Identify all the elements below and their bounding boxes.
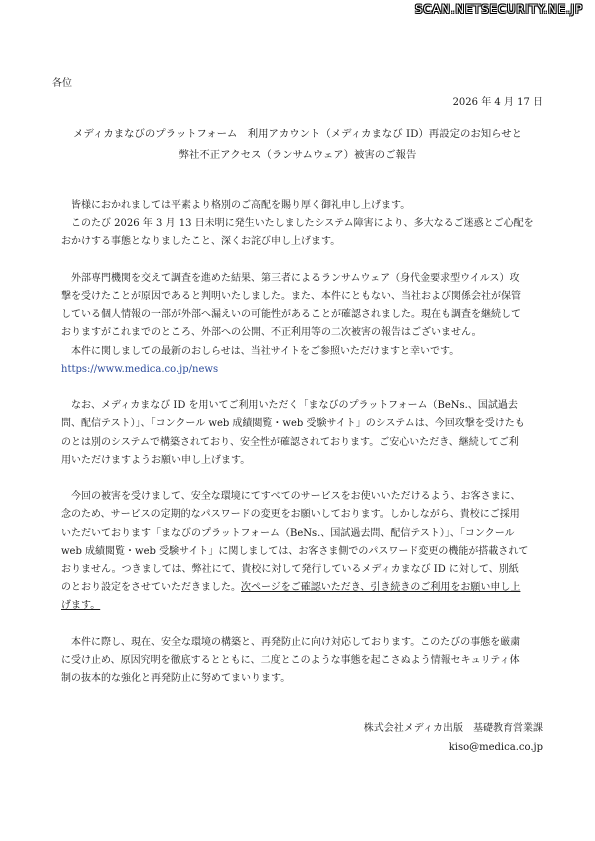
- text-line: 念のため、サービスの定期的なパスワードの変更をお願いしております。しかしながら、貴校にご採用: [61, 509, 520, 521]
- text-line: このたび 2026 年 3 月 13 日未明に発生いたしましたシステム障害により、多大なるご迷惑とご心配を: [71, 218, 534, 230]
- text-line: おりません。つきましては、弊社にて、貴校に対して発行しているメディカまなび ID に対して、別紙: [61, 564, 519, 576]
- text-line: 用いただけますようお願い申し上げます。: [61, 454, 251, 466]
- text-line: 問、配信テスト）」、「コンクール web 成績閲覧・web 受験サイト」のシステムは、今回攻撃を受けたも: [61, 418, 525, 430]
- paragraph-investigation: [61, 270, 545, 379]
- document-body: [61, 197, 545, 707]
- text-line: 皆様におかれましては平素より格別のご高配を賜り厚く御礼申し上げます。: [71, 200, 411, 211]
- underlined-request: 次ページをご確認いただき、引き続きのご利用をお願い申し上: [241, 582, 521, 594]
- text-line: 制の抜本的な強化と再発防止に努めてまいります。: [61, 673, 291, 685]
- news-link[interactable]: https://www.medica.co.jp/news: [61, 363, 219, 375]
- text-line: [61, 597, 545, 615]
- text-line: 外部専門機関を交えて調査を進めた結果、第三者によるランサムウェア（身代金要求型ウイルス）攻: [71, 272, 520, 284]
- paragraph-prevention: [61, 634, 545, 689]
- signature-block: [364, 719, 543, 757]
- text-line: おかけする事態となりましたこと、深くお詫び申し上げます。: [61, 236, 341, 248]
- paragraph-greeting: [61, 197, 545, 252]
- text-line: おりますがこれまでのところ、外部への公開、不正利用等の二次被害の報告はございません。: [61, 327, 482, 339]
- paragraph-system-safety: [61, 397, 545, 470]
- document-date: 2026 年 4 月 17 日: [452, 97, 543, 108]
- text-line: 本件に関しましての最新のおしらせは、当社サイトをご参照いただけますと幸いです。: [71, 345, 460, 357]
- text-segment: のとおり設定をさせていただきました。: [61, 582, 241, 594]
- document-title: [0, 124, 595, 166]
- text-line: いただいております「まなびのプラットフォーム（BeNs.、国試過去問、配信テスト）」、「コンクール: [61, 527, 515, 539]
- text-line: 本件に際し、現在、安全な環境の構築と、再発防止に向け対応しております。このたびの事態を厳粛: [71, 636, 521, 648]
- text-line: に受け止め、原因究明を徹底するとともに、二度とこのような事態を起こさぬよう情報セキュリティ体: [61, 655, 520, 667]
- text-line: 今回の被害を受けまして、安全な環境にてすべてのサービスをお使いいただけるよう、お客さまに、: [71, 491, 521, 503]
- paragraph-password-reset: [61, 488, 545, 615]
- text-line: web 成績閲覧・web 受験サイト」に関しましては、お客さま側でのパスワード変更の機能が搭載されて: [61, 545, 529, 557]
- watermark: SCAN.NETSECURITY.NE.JP: [415, 2, 583, 16]
- text-line: [61, 579, 545, 597]
- title-line-2: 弊社不正アクセス（ランサムウェア）被害のご報告: [178, 149, 417, 161]
- text-line: なお、メディカまなび ID を用いてご利用いただく「まなびのプラットフォーム（BeNs.、国試過去: [71, 400, 518, 412]
- addressee: 各位: [52, 78, 72, 89]
- company-name: 株式会社メディカ出版 基礎教育営業課: [363, 723, 543, 734]
- text-line: している個人情報の一部が外部へ漏えいの可能性があることが確認されました。現在も調査を継続して: [61, 309, 521, 321]
- text-line: のとは別のシステムで構築されており、安全性が確認されております。ご安心いただき、継続してご利: [61, 436, 519, 448]
- underlined-request-end: げます。: [61, 600, 101, 612]
- text-line: 撃を受けたことが原因であると判明いたしました。また、本件にともない、当社および関係会社が保管: [61, 291, 521, 302]
- title-line-1: メディカまなびのプラットフォーム 利用アカウント（メディカまなび ID）再設定のお知らせと: [72, 128, 523, 140]
- contact-email[interactable]: kiso@medica.co.jp: [448, 742, 543, 753]
